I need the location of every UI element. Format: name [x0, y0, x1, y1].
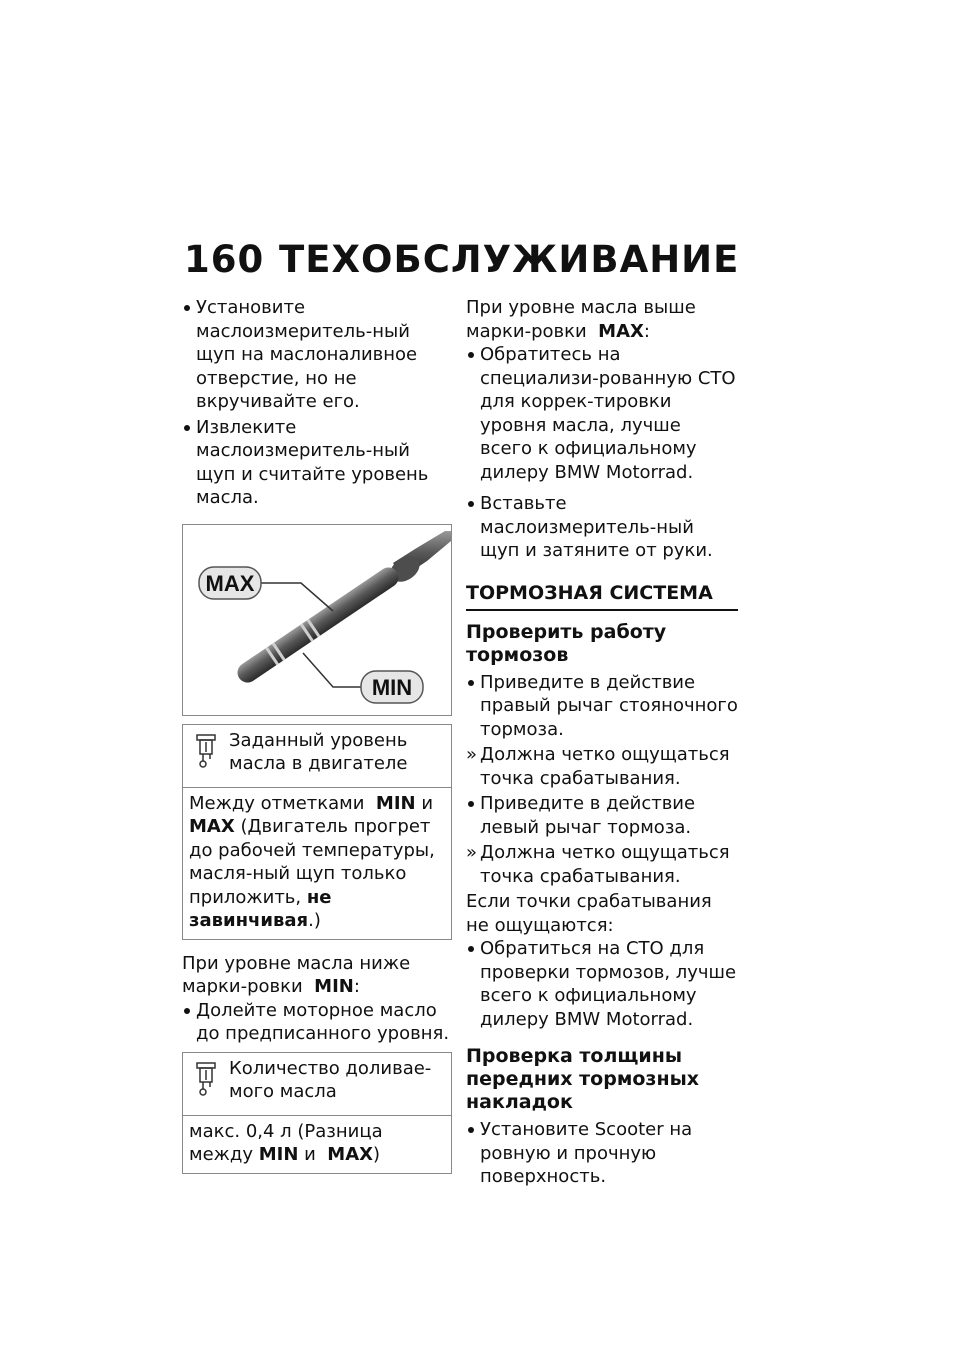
- spec-label: Количество доливае-мого масла: [229, 1057, 432, 1102]
- oil-level-spec-box: [182, 724, 452, 940]
- list-item: Обратитесь на специализи-рованную СТО для коррек-тировки уровня масла, лучше всего к официальному дилеру BMW Motorrad.: [480, 344, 736, 483]
- subsection-title: Проверить работу тормозов: [466, 620, 667, 666]
- page-header: [184, 238, 739, 281]
- result-item: » Должна четко ощущаться точка срабатывания.: [466, 744, 730, 789]
- list-item: Долейте моторное масло до предписанного уровня.: [196, 999, 450, 1044]
- spec-header: [183, 725, 451, 788]
- result-arrow-icon: »: [466, 744, 478, 765]
- spec-value: макс. 0,4 л (Разница между MIN и MAX): [189, 1120, 383, 1165]
- list-item: Приведите в действие левый рычаг тормоза.: [480, 793, 696, 838]
- right-column: [466, 296, 738, 1191]
- page-number: 160: [184, 238, 265, 281]
- spec-label: Заданный уровень масла в двигателе: [229, 729, 408, 774]
- left-column: [182, 296, 452, 1186]
- list-item: Приведите в действие правый рычаг стояночного тормоза.: [480, 671, 738, 740]
- subsection-title: Проверка толщины передних тормозных накладок: [466, 1045, 700, 1113]
- oil-level-icon: [195, 1061, 217, 1097]
- result-arrow-icon: »: [466, 842, 478, 863]
- paragraph: Если точки срабатывания не ощущаются:: [466, 891, 712, 936]
- page-title: ТЕХОБСЛУЖИВАНИЕ: [279, 238, 740, 281]
- list-item: Обратиться на СТО для проверки тормозов, лучше всего к официальному дилеру BMW Motorrad.: [480, 938, 737, 1030]
- list-item: Извлеките маслоизмеритель-ный щуп и считайте уровень масла.: [196, 416, 429, 508]
- result-item: » Должна четко ощущаться точка срабатывания.: [466, 842, 730, 887]
- oil-level-icon: [195, 733, 217, 769]
- figure-max-label: MAX: [205, 570, 255, 596]
- oil-quantity-spec-box: [182, 1052, 452, 1174]
- list-item: Установите Scooter на ровную и прочную поверхность.: [480, 1119, 693, 1187]
- section-title: ТОРМОЗНАЯ СИСТЕМА: [466, 581, 738, 611]
- dipstick-figure: [182, 524, 452, 716]
- spec-value: Между отметками MIN и MAX (Двигатель прогрет до рабочей температуры, масля-ный щуп только приложить, не завинчивая.): [189, 792, 435, 931]
- spec-header: [183, 1053, 451, 1116]
- low-level-text: При уровне масла ниже марки-ровки MIN:: [182, 952, 411, 997]
- list-item: Установите маслоизмеритель-ный щуп на маслоналивное отверстие, но не вкручивайте его.: [196, 297, 418, 412]
- dipstick-illustration-icon: [183, 525, 451, 715]
- list-item: Вставьте маслоизмеритель-ный щуп и затяните от руки.: [480, 493, 713, 561]
- high-level-text: При уровне масла выше марки-ровки MAX:: [466, 297, 696, 342]
- figure-min-label: MIN: [371, 674, 413, 700]
